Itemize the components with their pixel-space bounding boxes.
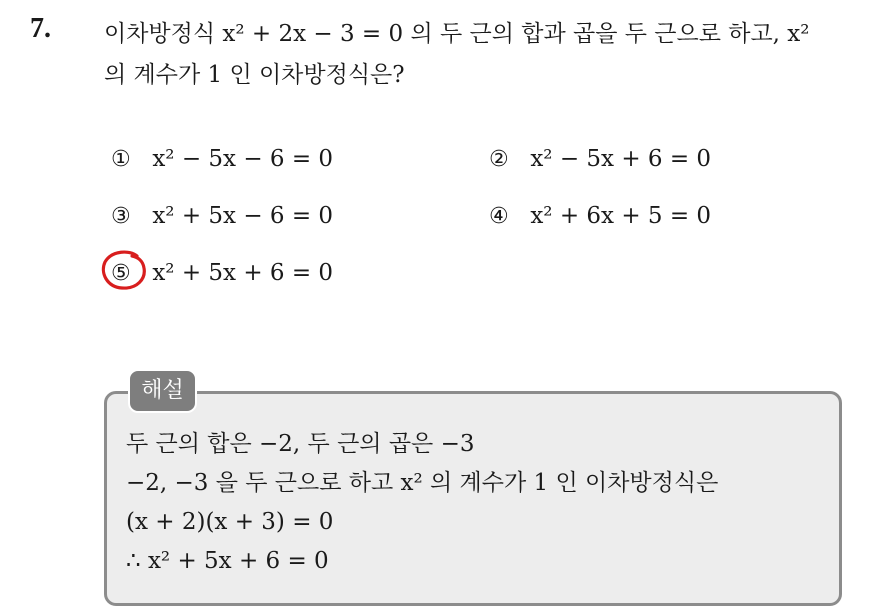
choice-5-expression: x² + 5x + 6 = 0: [152, 260, 334, 286]
choice-1-number: ①: [111, 147, 131, 172]
answer-circle-stroke: [103, 252, 144, 288]
choice-3[interactable]: [111, 201, 333, 232]
solution-line-3: (x + 2)(x + 3) = 0: [126, 509, 334, 535]
choice-4[interactable]: [489, 201, 711, 232]
choice-2[interactable]: [489, 144, 711, 175]
choice-4-number: ④: [489, 204, 509, 229]
question-number: 7.: [30, 13, 51, 44]
solution-body: [126, 425, 836, 581]
choice-1[interactable]: [111, 144, 333, 175]
choice-2-expression: x² − 5x + 6 = 0: [530, 146, 712, 172]
question-text: [104, 14, 874, 96]
choice-4-expression: x² + 6x + 5 = 0: [530, 203, 712, 229]
solution-line-2: −2, −3 을 두 근으로 하고 x² 의 계수가 1 인 이차방정식은: [126, 470, 719, 496]
question-line-1: 이차방정식 x² + 2x − 3 = 0 의 두 근의 합과 곱을 두 근으로 하고, x²: [104, 21, 810, 47]
choice-3-expression: x² + 5x − 6 = 0: [152, 203, 334, 229]
solution-label: 해설: [128, 369, 197, 413]
solution-line-4: ∴ x² + 5x + 6 = 0: [126, 548, 329, 574]
answer-circle-mark: [99, 247, 151, 293]
question-line-2: 의 계수가 1 인 이차방정식은?: [104, 62, 405, 88]
choice-3-number: ③: [111, 204, 131, 229]
solution-line-1: 두 근의 합은 −2, 두 근의 곱은 −3: [126, 431, 475, 457]
choice-5-number: ⑤: [111, 261, 131, 286]
choice-2-number: ②: [489, 147, 509, 172]
choice-1-expression: x² − 5x − 6 = 0: [152, 146, 334, 172]
